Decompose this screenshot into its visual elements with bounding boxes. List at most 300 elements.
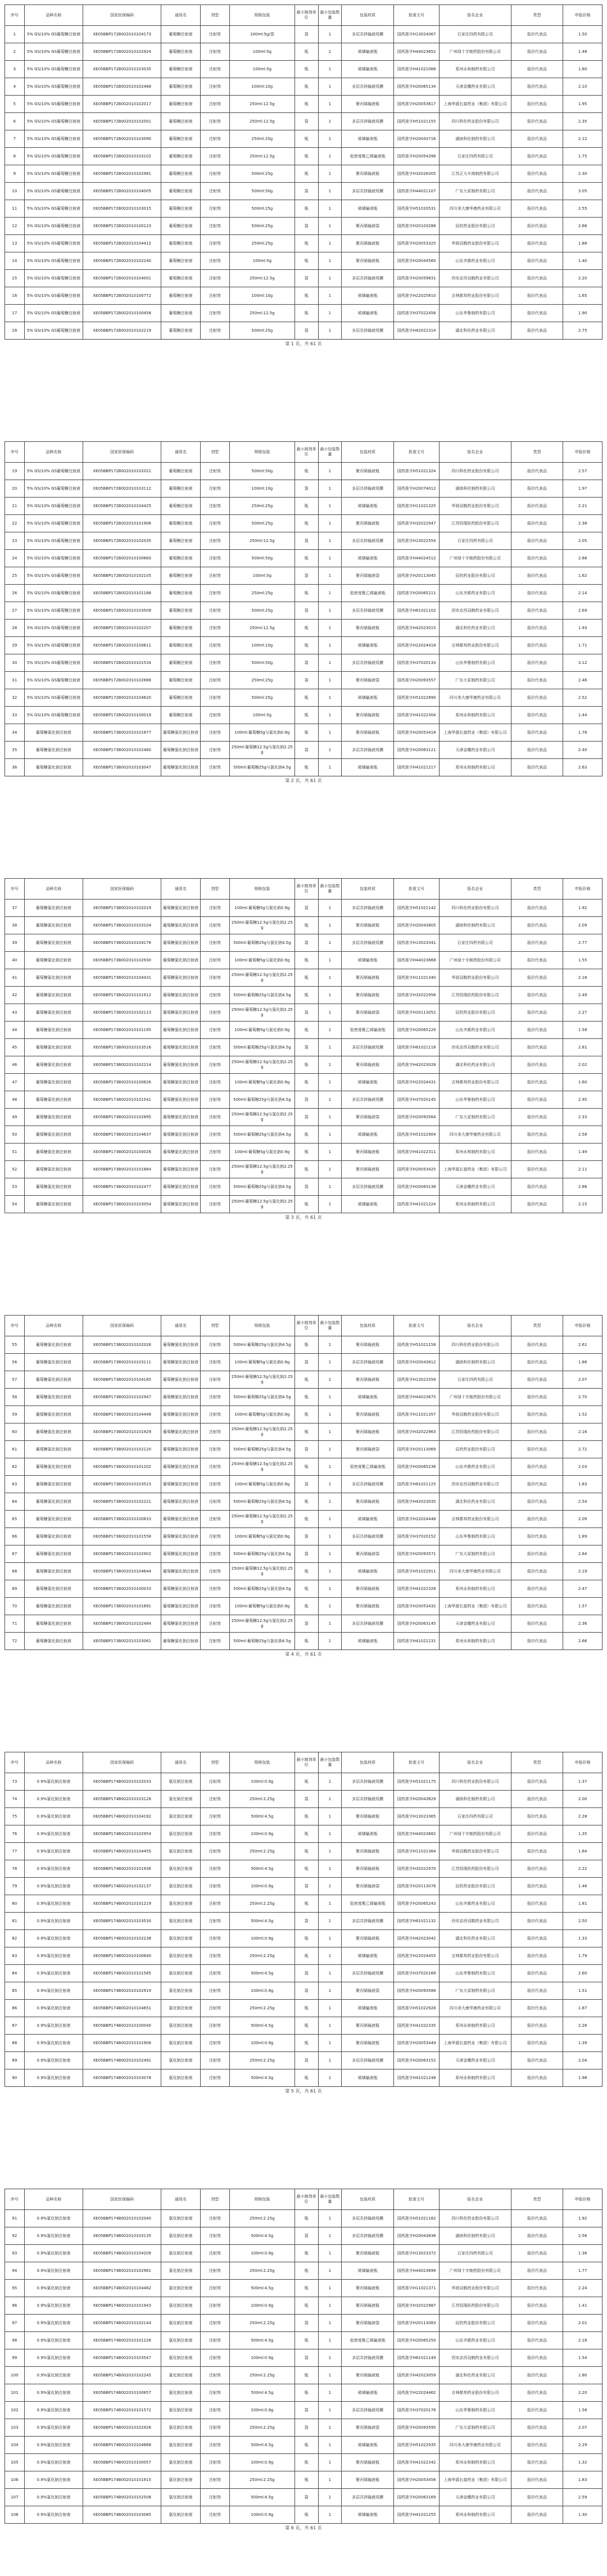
cell-dosage-form: 注射剂: [200, 1126, 229, 1144]
cell-spec-package: 500ml:25g: [229, 200, 295, 218]
cell-pack-material: 多层共挤输液用膜: [342, 78, 394, 96]
cell-min-pack-qty: 1: [318, 165, 342, 183]
cell-declared-price: 2.49: [563, 987, 603, 1004]
header-seq: 序号: [5, 2189, 25, 2210]
cell-approval-no: 国药准字H20063169: [393, 2489, 439, 2506]
cell-declared-price: 2.33: [563, 1109, 603, 1126]
cell-enterprise: 天津金耀药业有限公司: [440, 78, 511, 96]
cell-declared-price: 2.36: [563, 1615, 603, 1633]
cell-min-unit: 袋: [295, 1109, 318, 1126]
cell-spec-package: 250ml:25g: [229, 585, 295, 602]
cell-spec-package: 100ml:0.9g: [229, 2454, 295, 2471]
cell-drug-name: 0.9%氯化钠注射液: [24, 2506, 83, 2524]
cell-spec-package: 100ml:葡萄糖5g与氯化钠0.9g: [229, 1144, 295, 1161]
cell-generic-name: 葡萄糖注射液: [161, 707, 201, 724]
cell-enterprise: 上海华源长富药业（集团）有限公司: [440, 1598, 511, 1615]
cell-dosage-form: 注射剂: [200, 270, 229, 287]
cell-enterprise: 郑州永和制药有限公司: [440, 2069, 511, 2087]
cell-min-unit: 袋: [295, 672, 318, 689]
cell-drug-name: 0.9%氯化钠注射液: [24, 1808, 83, 1825]
cell-min-unit: 袋: [295, 742, 318, 759]
cell-min-unit: 袋: [295, 1878, 318, 1895]
cell-seq: 35: [5, 742, 25, 759]
header-min-unit: 最小制剂单位: [295, 1752, 318, 1773]
cell-enterprise: 广州绿十字制药股份有限公司: [440, 2262, 511, 2280]
cell-dosage-form: 注射剂: [200, 1144, 229, 1161]
cell-dosage-form: 注射剂: [200, 1004, 229, 1022]
cell-insurance-code: XE05BBP173B002010104431: [83, 969, 161, 987]
cell-insurance-code: XE05BBP174B002010101908: [83, 2035, 161, 2052]
cell-spec-package: 250ml:12.5g: [229, 270, 295, 287]
cell-enterprise: 天津金耀药业有限公司: [440, 1178, 511, 1196]
cell-insurance-code: XE05BBP174B002010101936: [83, 1860, 161, 1878]
cell-approval-no: 国药准字H20063138: [393, 1178, 439, 1196]
cell-approval-no: 国药准字H51020531: [393, 200, 439, 218]
cell-type: 报价代表品: [511, 2332, 563, 2349]
cell-insurance-code: XE05BBP172B002010100660: [83, 550, 161, 567]
cell-pack-material: 聚丙烯输液瓶: [342, 2245, 394, 2262]
cell-seq: 19: [5, 463, 25, 480]
cell-min-pack-qty: 1: [318, 585, 342, 602]
cell-approval-no: 国药准字H20053449: [393, 2035, 439, 2052]
header-declared-price: 申报价格: [563, 1316, 603, 1336]
cell-min-pack-qty: 1: [318, 113, 342, 130]
cell-insurance-code: XE05BBP174B002010103135: [83, 2227, 161, 2245]
cell-seq: 40: [5, 952, 25, 969]
cell-min-unit: 瓶: [295, 2384, 318, 2402]
cell-type: 报价代表品: [511, 515, 563, 532]
cell-declared-price: 2.50: [563, 1913, 603, 1930]
cell-pack-material: 多层共挤输液用膜: [342, 1773, 394, 1791]
page-footer: 第 1 页，共 61 页: [285, 341, 322, 346]
cell-spec-package: 100ml:0.9g: [229, 1773, 295, 1791]
cell-seq: 54: [5, 1196, 25, 1213]
cell-min-pack-qty: 1: [318, 567, 342, 585]
cell-dosage-form: 注射剂: [200, 550, 229, 567]
table-row: [5, 1371, 603, 1389]
table-row: [5, 1563, 603, 1580]
cell-type: 报价代表品: [511, 183, 563, 200]
cell-min-unit: 袋: [295, 2349, 318, 2367]
cell-approval-no: 国药准字H22024431: [393, 1074, 439, 1091]
cell-generic-name: 氯化钠注射液: [161, 2367, 201, 2384]
cell-dosage-form: 注射剂: [200, 567, 229, 585]
cell-enterprise: 广东大冢制药有限公司: [440, 1545, 511, 1563]
cell-type: 报价代表品: [511, 218, 563, 235]
table-row: [5, 1773, 603, 1791]
cell-seq: 91: [5, 2210, 25, 2227]
cell-seq: 87: [5, 2017, 25, 2035]
cell-min-unit: 瓶: [295, 96, 318, 113]
cell-min-pack-qty: 1: [318, 689, 342, 707]
cell-min-pack-qty: 1: [318, 934, 342, 952]
cell-dosage-form: 注射剂: [200, 1598, 229, 1615]
cell-min-pack-qty: 1: [318, 2210, 342, 2227]
cell-generic-name: 葡萄糖氯化钠注射液: [161, 952, 201, 969]
header-generic-name: 通用名: [161, 1316, 201, 1336]
cell-type: 报价代表品: [511, 567, 563, 585]
header-min-pack-qty: 最小包装数量: [318, 2189, 342, 2210]
cell-min-unit: 袋: [295, 2419, 318, 2437]
cell-enterprise: 天津金耀药业有限公司: [440, 2489, 511, 2506]
cell-min-unit: 袋: [295, 322, 318, 340]
cell-enterprise: 天津金耀药业有限公司: [440, 1615, 511, 1633]
cell-declared-price: 2.19: [563, 1563, 603, 1580]
cell-spec-package: 250ml:葡萄糖12.5g与氯化钠2.25g: [229, 969, 295, 987]
cell-type: 报价代表品: [511, 1039, 563, 1056]
table-row: [5, 2210, 603, 2227]
cell-seq: 50: [5, 1126, 25, 1144]
cell-spec-package: 500ml:25g: [229, 515, 295, 532]
cell-min-unit: 袋: [295, 602, 318, 620]
cell-seq: 65: [5, 1511, 25, 1528]
cell-seq: 100: [5, 2367, 25, 2384]
cell-type: 报价代表品: [511, 2419, 563, 2437]
cell-enterprise: 吉林都邦药业股份有限公司: [440, 1074, 511, 1091]
cell-drug-name: 5% GS/10% GS葡萄糖注射液: [24, 287, 83, 305]
cell-enterprise: 辰欣药业股份有限公司: [440, 567, 511, 585]
cell-generic-name: 葡萄糖氯化钠注射液: [161, 917, 201, 934]
cell-min-pack-qty: 1: [318, 2315, 342, 2332]
cell-pack-material: 聚丙烯输液瓶: [342, 515, 394, 532]
cell-spec-package: 250ml:葡萄糖12.5g与氯化钠2.25g: [229, 917, 295, 934]
cell-drug-name: 葡萄糖氯化钠注射液: [24, 1511, 83, 1528]
cell-type: 报价代表品: [511, 1528, 563, 1545]
cell-pack-material: 聚丙烯输液瓶: [342, 1423, 394, 1441]
cell-spec-package: 500ml:4.5g: [229, 2069, 295, 2087]
cell-declared-price: 2.35: [563, 113, 603, 130]
table-row: [5, 1476, 603, 1493]
cell-insurance-code: XE05BBP172B002010104620: [83, 689, 161, 707]
cell-approval-no: 国药准字H20054396: [393, 148, 439, 165]
cell-insurance-code: XE05BBP173B002010103054: [83, 1196, 161, 1213]
table-row: [5, 270, 603, 287]
cell-approval-no: 国药准字H41021217: [393, 759, 439, 776]
page-footer: 第 2 页，共 61 页: [285, 778, 322, 783]
cell-type: 报价代表品: [511, 987, 563, 1004]
table-row: [5, 96, 603, 113]
cell-drug-name: 0.9%氯化钠注射液: [24, 2489, 83, 2506]
cell-seq: 6: [5, 113, 25, 130]
header-type: 类型: [511, 1752, 563, 1773]
cell-dosage-form: 注射剂: [200, 2035, 229, 2052]
table-row: [5, 2402, 603, 2419]
cell-pack-material: 聚丙烯输液瓶: [342, 252, 394, 270]
cell-spec-package: 100ml:葡萄糖5g与氯化钠0.9g: [229, 1074, 295, 1091]
cell-type: 报价代表品: [511, 1563, 563, 1580]
cell-min-unit: 袋: [295, 26, 318, 43]
cell-spec-package: 100ml:葡萄糖5g与氯化钠0.9g: [229, 952, 295, 969]
cell-spec-package: 500ml:4.5g: [229, 2489, 295, 2506]
table-row: [5, 1878, 603, 1895]
cell-drug-name: 葡萄糖氯化钠注射液: [24, 1074, 83, 1091]
cell-generic-name: 氯化钠注射液: [161, 1913, 201, 1930]
cell-enterprise: 郑州永和制药有限公司: [440, 759, 511, 776]
table-row: [5, 113, 603, 130]
cell-enterprise: 华润双鹤药业股份有限公司: [440, 498, 511, 515]
table-row: [5, 1615, 603, 1633]
cell-dosage-form: 注射剂: [200, 2245, 229, 2262]
cell-insurance-code: XE05BBP174B002010104668: [83, 2437, 161, 2454]
cell-spec-package: 100ml:10g: [229, 480, 295, 498]
cell-drug-name: 葡萄糖氯化钠注射液: [24, 1563, 83, 1580]
table-row: [5, 900, 603, 917]
cell-declared-price: 1.98: [563, 2069, 603, 2087]
cell-generic-name: 氯化钠注射液: [161, 2000, 201, 2017]
cell-drug-name: 0.9%氯化钠注射液: [24, 1825, 83, 1843]
cell-insurance-code: XE05BBP174B002010100057: [83, 2454, 161, 2471]
cell-generic-name: 葡萄糖注射液: [161, 200, 201, 218]
cell-dosage-form: 注射剂: [200, 2052, 229, 2069]
cell-generic-name: 葡萄糖注射液: [161, 165, 201, 183]
cell-enterprise: 江苏恒瑞医药股份有限公司: [440, 1860, 511, 1878]
cell-enterprise: 石家庄四药有限公司: [440, 532, 511, 550]
cell-pack-material: 多层共挤输液用膜: [342, 742, 394, 759]
cell-drug-name: 0.9%氯化钠注射液: [24, 2017, 83, 2035]
cell-declared-price: 1.35: [563, 1825, 603, 1843]
cell-insurance-code: XE05BBP174B002010100840: [83, 1947, 161, 1965]
cell-enterprise: 广州绿十字制药股份有限公司: [440, 43, 511, 61]
cell-declared-price: 1.77: [563, 2262, 603, 2280]
cell-generic-name: 葡萄糖氯化钠注射液: [161, 1039, 201, 1056]
cell-dosage-form: 注射剂: [200, 165, 229, 183]
cell-drug-name: 5% GS/10% GS葡萄糖注射液: [24, 620, 83, 637]
cell-generic-name: 葡萄糖注射液: [161, 480, 201, 498]
table-row: [5, 2315, 603, 2332]
cell-insurance-code: XE05BBP173B002010101891: [83, 1598, 161, 1615]
cell-type: 报价代表品: [511, 2297, 563, 2315]
cell-spec-package: 100ml:0.9g: [229, 1930, 295, 1947]
cell-enterprise: 山东华鲁制药有限公司: [440, 654, 511, 672]
cell-enterprise: 江苏恒瑞医药股份有限公司: [440, 2297, 511, 2315]
cell-min-unit: 瓶: [295, 1056, 318, 1074]
cell-min-unit: 袋: [295, 480, 318, 498]
cell-seq: 23: [5, 532, 25, 550]
cell-min-pack-qty: 1: [318, 1615, 342, 1633]
cell-drug-name: 0.9%氯化钠注射液: [24, 1860, 83, 1878]
cell-seq: 9: [5, 165, 25, 183]
header-drug-name: 品种名称: [24, 1316, 83, 1336]
cell-declared-price: 2.57: [563, 463, 603, 480]
cell-declared-price: 2.77: [563, 934, 603, 952]
cell-pack-material: 玻璃输液瓶: [342, 952, 394, 969]
cell-approval-no: 国药准字H42022314: [393, 322, 439, 340]
cell-drug-name: 葡萄糖氯化钠注射液: [24, 1598, 83, 1615]
cell-type: 报价代表品: [511, 2471, 563, 2489]
cell-dosage-form: 注射剂: [200, 1947, 229, 1965]
cell-min-unit: 瓶: [295, 1458, 318, 1476]
cell-enterprise: 四川科伦药业股份有限公司: [440, 113, 511, 130]
cell-insurance-code: XE05BBP173B002010103516: [83, 1039, 161, 1056]
cell-type: 报价代表品: [511, 1144, 563, 1161]
cell-declared-price: 1.83: [563, 2471, 603, 2489]
cell-pack-material: 玻璃输液瓶: [342, 2000, 394, 2017]
cell-insurance-code: XE05BBP173B002010102019: [83, 900, 161, 917]
cell-min-unit: 袋: [295, 1913, 318, 1930]
cell-declared-price: 1.62: [563, 567, 603, 585]
table-row: [5, 1930, 603, 1947]
cell-approval-no: 国药准字H41022311: [393, 1144, 439, 1161]
cell-enterprise: 上海华源长富药业（集团）有限公司: [440, 2471, 511, 2489]
cell-dosage-form: 注射剂: [200, 200, 229, 218]
cell-dosage-form: 注射剂: [200, 2437, 229, 2454]
cell-dosage-form: 注射剂: [200, 724, 229, 742]
cell-insurance-code: XE05BBP172B002010100019: [83, 707, 161, 724]
cell-pack-material: 多层共挤输液用膜: [342, 1039, 394, 1056]
cell-approval-no: 国药准字H20093571: [393, 1545, 439, 1563]
cell-pack-material: 聚丙烯输液瓶: [342, 707, 394, 724]
cell-drug-name: 葡萄糖氯化钠注射液: [24, 1458, 83, 1476]
page-footer: 第 3 页，共 61 页: [285, 1215, 322, 1220]
cell-insurance-code: XE05BBP173B002010104448: [83, 1406, 161, 1423]
cell-seq: 3: [5, 61, 25, 78]
cell-spec-package: 100ml:0.9g: [229, 2402, 295, 2419]
cell-seq: 24: [5, 550, 25, 567]
cell-seq: 44: [5, 1022, 25, 1039]
cell-generic-name: 葡萄糖氯化钠注射液: [161, 1615, 201, 1633]
table-row: [5, 1336, 603, 1354]
cell-insurance-code: XE05BBP172B002010102219: [83, 322, 161, 340]
header-enterprise: 报名企业: [440, 1316, 511, 1336]
cell-insurance-code: XE05BBP172B002010103015: [83, 200, 161, 218]
cell-generic-name: 氯化钠注射液: [161, 2506, 201, 2524]
header-declared-price: 申报价格: [563, 879, 603, 900]
table-row: [5, 1947, 603, 1965]
cell-enterprise: 郑州永和制药有限公司: [440, 1633, 511, 1650]
cell-drug-name: 0.9%氯化钠注射液: [24, 1791, 83, 1808]
cell-pack-material: 聚丙烯输液瓶: [342, 2017, 394, 2035]
cell-type: 报价代表品: [511, 2489, 563, 2506]
cell-insurance-code: XE05BBP172B002010103509: [83, 602, 161, 620]
cell-approval-no: 国药准字H20053617: [393, 96, 439, 113]
cell-seq: 32: [5, 689, 25, 707]
cell-type: 报价代表品: [511, 1458, 563, 1476]
cell-spec-package: 100ml:5g: [229, 707, 295, 724]
cell-insurance-code: XE05BBP173B002010102484: [83, 1615, 161, 1633]
cell-dosage-form: 注射剂: [200, 900, 229, 917]
cell-dosage-form: 注射剂: [200, 61, 229, 78]
cell-spec-package: 100ml:0.9g: [229, 1982, 295, 2000]
cell-pack-material: 玻璃输液瓶: [342, 2506, 394, 2524]
cell-seq: 48: [5, 1091, 25, 1109]
cell-spec-package: 250ml:葡萄糖12.5g与氯化钠2.25g: [229, 742, 295, 759]
cell-insurance-code: XE05BBP173B002010101877: [83, 724, 161, 742]
cell-spec-package: 500ml:4.5g: [229, 2332, 295, 2349]
cell-seq: 59: [5, 1406, 25, 1423]
header-declared-price: 申报价格: [563, 2189, 603, 2210]
cell-type: 报价代表品: [511, 917, 563, 934]
cell-pack-material: 聚丙烯输液瓶: [342, 96, 394, 113]
cell-drug-name: 葡萄糖氯化钠注射液: [24, 1545, 83, 1563]
cell-min-pack-qty: 1: [318, 1423, 342, 1441]
cell-enterprise: 上海华源长富药业（集团）有限公司: [440, 96, 511, 113]
cell-drug-name: 葡萄糖氯化钠注射液: [24, 900, 83, 917]
cell-min-unit: 瓶: [295, 463, 318, 480]
cell-approval-no: 国药准字H44023675: [393, 1389, 439, 1406]
cell-spec-package: 500ml:50g: [229, 654, 295, 672]
cell-seq: 62: [5, 1458, 25, 1476]
table-row: [5, 480, 603, 498]
cell-seq: 5: [5, 96, 25, 113]
cell-insurance-code: XE05BBP173B002010104637: [83, 1126, 161, 1144]
cell-drug-name: 0.9%氯化钠注射液: [24, 2262, 83, 2280]
cell-declared-price: 2.28: [563, 1808, 603, 1825]
cell-pack-material: 多层共挤输液用膜: [342, 26, 394, 43]
table-row: [5, 148, 603, 165]
cell-enterprise: 四川科伦药业股份有限公司: [440, 900, 511, 917]
cell-enterprise: 江苏正大丰海制药有限公司: [440, 165, 511, 183]
cell-declared-price: 2.59: [563, 2489, 603, 2506]
cell-min-pack-qty: 1: [318, 2000, 342, 2017]
cell-pack-material: 玻璃输液瓶: [342, 1126, 394, 1144]
cell-dosage-form: 注射剂: [200, 2069, 229, 2087]
cell-spec-package: 500ml:葡萄糖25g与氯化钠4.5g: [229, 1545, 295, 1563]
cell-min-unit: 袋: [295, 1004, 318, 1022]
cell-enterprise: 湖北科伦药业有限公司: [440, 620, 511, 637]
cell-declared-price: 1.97: [563, 480, 603, 498]
cell-pack-material: 玻璃输液瓶: [342, 498, 394, 515]
cell-drug-name: 葡萄糖氯化钠注射液: [24, 917, 83, 934]
table-row: [5, 759, 603, 776]
cell-spec-package: 250ml:2.25g: [229, 1947, 295, 1965]
cell-insurance-code: XE05BBP173B002010102930: [83, 952, 161, 969]
cell-type: 报价代表品: [511, 724, 563, 742]
table-row: [5, 2297, 603, 2315]
header-approval-no: 批准文号: [393, 5, 439, 26]
table-row: [5, 2367, 603, 2384]
cell-approval-no: 国药准字H20053325: [393, 235, 439, 252]
cell-approval-no: 国药准字H41022335: [393, 2017, 439, 2035]
cell-enterprise: 郑州永和制药有限公司: [440, 2017, 511, 2035]
cell-insurance-code: XE05BBP173B002010102477: [83, 1178, 161, 1196]
cell-spec-package: 250ml:2.25g: [229, 2210, 295, 2227]
cell-dosage-form: 注射剂: [200, 2332, 229, 2349]
cell-dosage-form: 注射剂: [200, 2367, 229, 2384]
cell-spec-package: 100ml:0.9g: [229, 1825, 295, 1843]
table-row: [5, 1913, 603, 1930]
table-row: [5, 2454, 603, 2471]
table-row: [5, 1895, 603, 1913]
cell-drug-name: 葡萄糖氯化钠注射液: [24, 1406, 83, 1423]
cell-generic-name: 氯化钠注射液: [161, 2210, 201, 2227]
cell-min-unit: 瓶: [295, 2017, 318, 2035]
header-spec-package: 规格包装: [229, 442, 295, 463]
cell-type: 报价代表品: [511, 148, 563, 165]
table-row: [5, 2017, 603, 2035]
cell-min-pack-qty: 1: [318, 1913, 342, 1930]
cell-generic-name: 葡萄糖氯化钠注射液: [161, 1545, 201, 1563]
table-row: [5, 2419, 603, 2437]
cell-drug-name: 5% GS/10% GS葡萄糖注射液: [24, 707, 83, 724]
cell-enterprise: 广州绿十字制药股份有限公司: [440, 550, 511, 567]
cell-type: 报价代表品: [511, 2227, 563, 2245]
cell-pack-material: 聚丙烯输液袋: [342, 1004, 394, 1022]
cell-generic-name: 氯化钠注射液: [161, 1791, 201, 1808]
cell-enterprise: 石家庄四药有限公司: [440, 2245, 511, 2262]
cell-drug-name: 葡萄糖氯化钠注射液: [24, 1161, 83, 1178]
header-declared-price: 申报价格: [563, 5, 603, 26]
cell-drug-name: 5% GS/10% GS葡萄糖注射液: [24, 78, 83, 96]
cell-dosage-form: 注射剂: [200, 113, 229, 130]
cell-spec-package: 100ml:葡萄糖5g与氯化钠0.9g: [229, 1022, 295, 1039]
cell-seq: 53: [5, 1178, 25, 1196]
cell-approval-no: 国药准字H44023668: [393, 952, 439, 969]
cell-min-pack-qty: 1: [318, 2052, 342, 2069]
cell-generic-name: 氯化钠注射液: [161, 1773, 201, 1791]
cell-insurance-code: XE05BBP173B002010102947: [83, 1389, 161, 1406]
cell-spec-package: 100ml:10g: [229, 287, 295, 305]
cell-type: 报价代表品: [511, 1580, 563, 1598]
